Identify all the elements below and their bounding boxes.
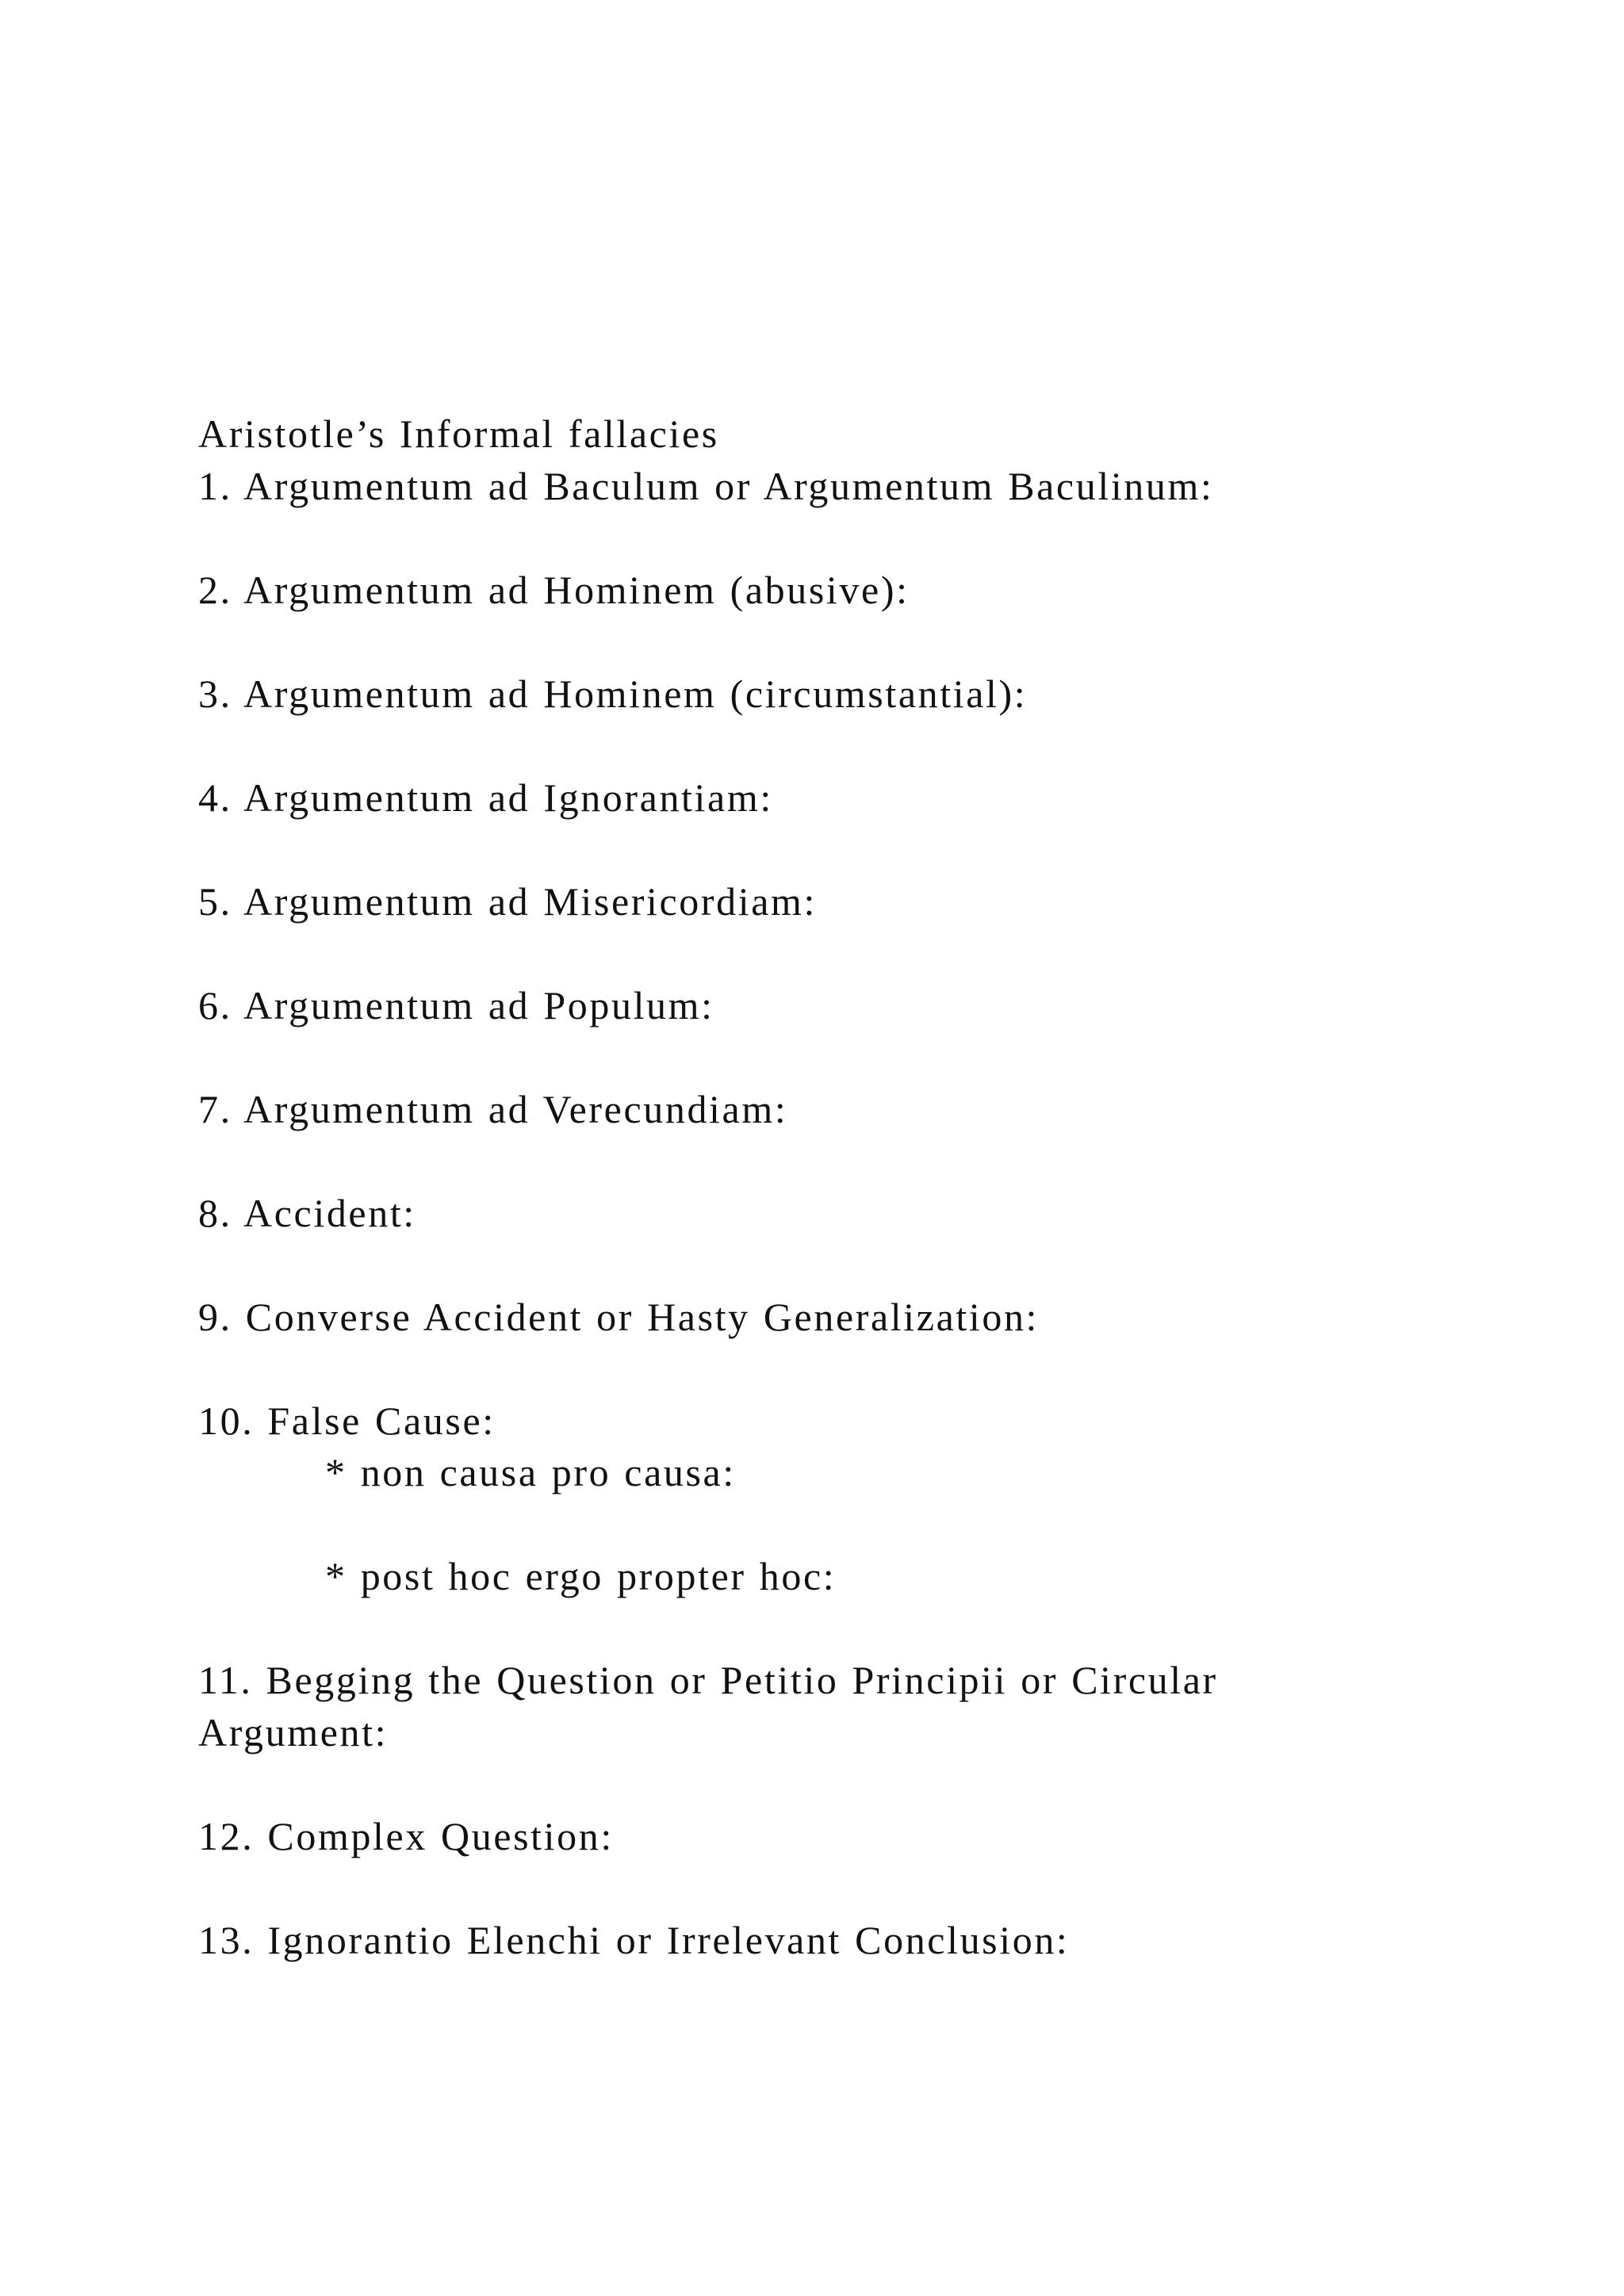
sub-list-item: * post hoc ergo propter hoc: [325, 1554, 837, 1598]
list-item: 5. Argumentum ad Misericordiam: [198, 878, 818, 924]
list-item: 9. Converse Accident or Hasty Generalization: [198, 1294, 1040, 1339]
blank-line [198, 1239, 1546, 1292]
blank-line [198, 1031, 1546, 1084]
blank-line [198, 1862, 1546, 1915]
list-item: 3. Argumentum ad Hominem (circumstantial): [198, 671, 1028, 716]
blank-line [198, 720, 1546, 772]
blank-line [198, 1135, 1546, 1188]
blank-line [198, 616, 1546, 668]
blank-line [198, 1603, 1546, 1655]
blank-line [198, 1758, 1546, 1811]
list-item: 6. Argumentum ad Populum: [198, 982, 714, 1027]
list-item: 2. Argumentum ad Hominem (abusive): [198, 567, 910, 612]
list-item: 7. Argumentum ad Verecundiam: [198, 1086, 788, 1131]
list-item: 10. False Cause: [198, 1398, 496, 1443]
blank-line [198, 1343, 1546, 1395]
document-body [198, 408, 1546, 1966]
sub-list-item: * non causa pro causa: [325, 1450, 736, 1494]
list-item: 8. Accident: [198, 1190, 416, 1235]
list-item: 4. Argumentum ad Ignorantiam: [198, 775, 773, 820]
blank-line [198, 512, 1546, 564]
list-item: 12. Complex Question: [198, 1813, 614, 1858]
list-item: 13. Ignorantio Elenchi or Irrelevant Conclusion: [198, 1917, 1070, 1962]
blank-line [198, 928, 1546, 980]
list-item: 1. Argumentum ad Baculum or Argumentum Baculinum: [198, 463, 1214, 508]
list-item-continuation: Argument: [198, 1709, 389, 1755]
document-title: Aristotle’s Informal fallacies [198, 411, 719, 456]
blank-line [198, 824, 1546, 876]
list-item: 11. Begging the Question or Petitio Principii or Circular [198, 1658, 1218, 1702]
blank-line [198, 1499, 1546, 1552]
